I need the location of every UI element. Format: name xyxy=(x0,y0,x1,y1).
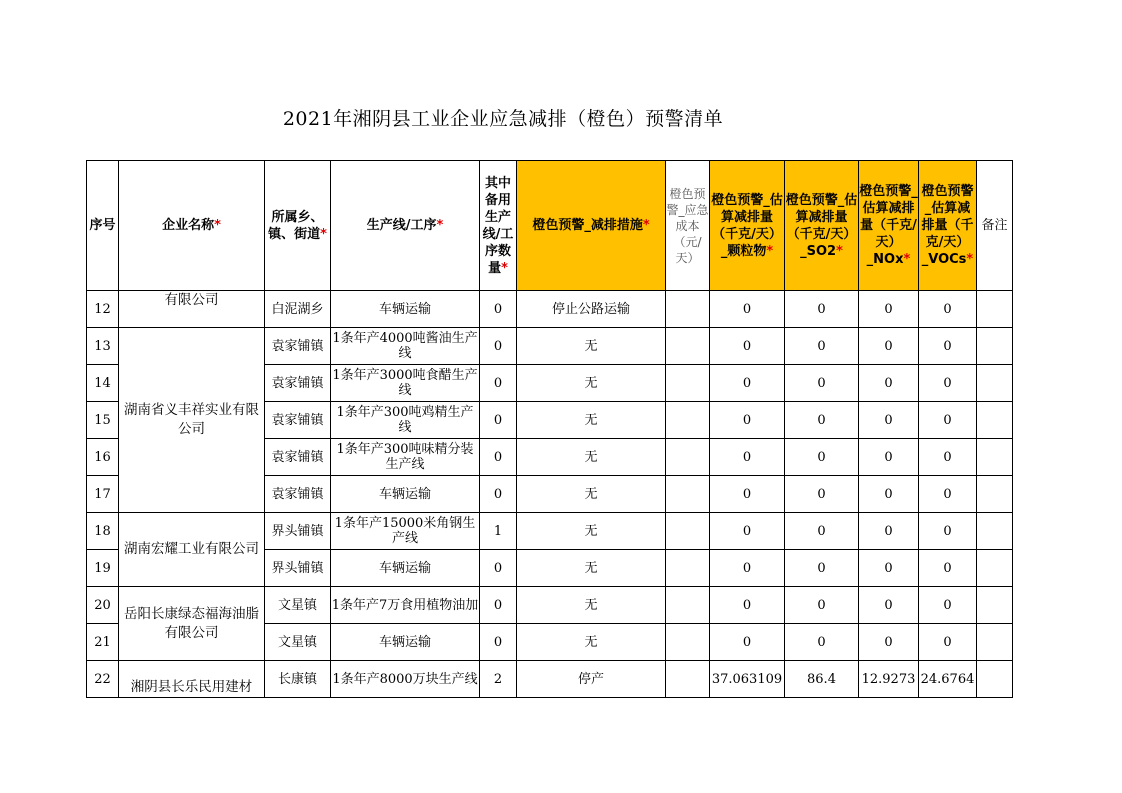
cell-so2: 0 xyxy=(785,291,859,328)
cell-count: 0 xyxy=(480,439,517,476)
cell-count: 0 xyxy=(480,328,517,365)
cell-note xyxy=(977,550,1013,587)
cell-cost xyxy=(666,661,710,698)
header-backup-count: 其中备用生产线/工序数量* xyxy=(480,161,517,291)
cell-so2: 0 xyxy=(785,587,859,624)
cell-vocs: 0 xyxy=(919,365,977,402)
header-vocs: 橙色预警_估算减排量（千克/天）_VOCs* xyxy=(919,161,977,291)
cell-cost xyxy=(666,550,710,587)
header-nox: 橙色预警_估算减排量（千克/天）_NOx* xyxy=(859,161,919,291)
cell-town: 文星镇 xyxy=(265,587,331,624)
cell-town: 界头铺镇 xyxy=(265,513,331,550)
cell-town: 袁家铺镇 xyxy=(265,402,331,439)
cell-line: 车辆运输 xyxy=(331,476,480,513)
cell-so2: 0 xyxy=(785,550,859,587)
cell-nox: 0 xyxy=(859,550,919,587)
cell-cost xyxy=(666,476,710,513)
cell-vocs: 0 xyxy=(919,328,977,365)
cell-measure: 无 xyxy=(517,328,666,365)
cell-seq: 20 xyxy=(87,587,119,624)
cell-company: 岳阳长康绿态福海油脂有限公司 xyxy=(119,587,265,661)
cell-cost xyxy=(666,513,710,550)
cell-pm: 0 xyxy=(710,365,785,402)
cell-seq: 21 xyxy=(87,624,119,661)
cell-so2: 86.4 xyxy=(785,661,859,698)
cell-cost xyxy=(666,365,710,402)
cell-count: 2 xyxy=(480,661,517,698)
cell-town: 袁家铺镇 xyxy=(265,328,331,365)
cell-seq: 14 xyxy=(87,365,119,402)
cell-seq: 17 xyxy=(87,476,119,513)
header-pm: 橙色预警_估算减排量（千克/天）_颗粒物* xyxy=(710,161,785,291)
cell-line: 1条年产3000吨食醋生产线 xyxy=(331,365,480,402)
cell-cost xyxy=(666,624,710,661)
cell-vocs: 0 xyxy=(919,513,977,550)
cell-town: 长康镇 xyxy=(265,661,331,698)
table-row xyxy=(87,513,1013,550)
table-row xyxy=(87,328,1013,365)
cell-vocs: 0 xyxy=(919,476,977,513)
cell-seq: 18 xyxy=(87,513,119,550)
cell-company: 湖南省义丰祥实业有限公司 xyxy=(119,328,265,513)
cell-measure: 无 xyxy=(517,365,666,402)
cell-nox: 0 xyxy=(859,291,919,328)
cell-cost xyxy=(666,587,710,624)
cell-measure: 停产 xyxy=(517,661,666,698)
cell-pm: 0 xyxy=(710,291,785,328)
emission-table xyxy=(86,160,1013,698)
cell-vocs: 0 xyxy=(919,624,977,661)
cell-count: 0 xyxy=(480,550,517,587)
cell-company: 有限公司 xyxy=(119,291,265,328)
cell-pm: 0 xyxy=(710,550,785,587)
cell-note xyxy=(977,624,1013,661)
cell-pm: 0 xyxy=(710,328,785,365)
cell-town: 袁家铺镇 xyxy=(265,365,331,402)
header-seq: 序号 xyxy=(87,161,119,291)
cell-line: 1条年产4000吨酱油生产线 xyxy=(331,328,480,365)
cell-nox: 0 xyxy=(859,365,919,402)
cell-note xyxy=(977,513,1013,550)
header-measures: 橙色预警_减排措施* xyxy=(517,161,666,291)
header-line: 生产线/工序* xyxy=(331,161,480,291)
cell-measure: 无 xyxy=(517,624,666,661)
cell-town: 白泥湖乡 xyxy=(265,291,331,328)
cell-cost xyxy=(666,439,710,476)
cell-count: 1 xyxy=(480,513,517,550)
cell-count: 0 xyxy=(480,476,517,513)
cell-vocs: 0 xyxy=(919,587,977,624)
cell-line: 1条年产7万食用植物油加 xyxy=(331,587,480,624)
cell-line: 车辆运输 xyxy=(331,550,480,587)
cell-nox: 0 xyxy=(859,439,919,476)
cell-vocs: 0 xyxy=(919,550,977,587)
cell-count: 0 xyxy=(480,587,517,624)
cell-nox: 0 xyxy=(859,587,919,624)
cell-note xyxy=(977,439,1013,476)
cell-company: 湘阴县长乐民用建材 xyxy=(119,661,265,698)
cell-seq: 13 xyxy=(87,328,119,365)
header-cost: 橙色预警_应急成本（元/天） xyxy=(666,161,710,291)
cell-seq: 15 xyxy=(87,402,119,439)
cell-town: 袁家铺镇 xyxy=(265,439,331,476)
header-note: 备注 xyxy=(977,161,1013,291)
cell-line: 车辆运输 xyxy=(331,291,480,328)
cell-line: 1条年产15000米角钢生产线 xyxy=(331,513,480,550)
cell-measure: 无 xyxy=(517,476,666,513)
cell-nox: 0 xyxy=(859,328,919,365)
cell-line: 1条年产300吨味精分装生产线 xyxy=(331,439,480,476)
cell-line: 1条年产8000万块生产线 xyxy=(331,661,480,698)
table-row xyxy=(87,661,1013,698)
cell-seq: 19 xyxy=(87,550,119,587)
cell-measure: 无 xyxy=(517,402,666,439)
cell-town: 文星镇 xyxy=(265,624,331,661)
cell-so2: 0 xyxy=(785,328,859,365)
cell-nox: 0 xyxy=(859,624,919,661)
cell-measure: 无 xyxy=(517,587,666,624)
cell-seq: 16 xyxy=(87,439,119,476)
page-title: 2021年湘阴县工业企业应急减排（橙色）预警清单 xyxy=(282,108,724,130)
cell-measure: 无 xyxy=(517,550,666,587)
cell-note xyxy=(977,587,1013,624)
cell-nox: 0 xyxy=(859,476,919,513)
cell-vocs: 0 xyxy=(919,402,977,439)
cell-count: 0 xyxy=(480,291,517,328)
cell-so2: 0 xyxy=(785,476,859,513)
cell-cost xyxy=(666,291,710,328)
cell-cost xyxy=(666,402,710,439)
cell-pm: 0 xyxy=(710,624,785,661)
cell-pm: 0 xyxy=(710,402,785,439)
cell-so2: 0 xyxy=(785,402,859,439)
cell-so2: 0 xyxy=(785,439,859,476)
cell-vocs: 0 xyxy=(919,439,977,476)
cell-vocs: 24.6764 xyxy=(919,661,977,698)
cell-seq: 22 xyxy=(87,661,119,698)
header-town: 所属乡、镇、街道* xyxy=(265,161,331,291)
cell-nox: 0 xyxy=(859,513,919,550)
header-row xyxy=(87,161,1013,291)
cell-measure: 无 xyxy=(517,439,666,476)
cell-count: 0 xyxy=(480,365,517,402)
header-company: 企业名称* xyxy=(119,161,265,291)
cell-note xyxy=(977,328,1013,365)
header-so2: 橙色预警_估算减排量（千克/天）_SO2* xyxy=(785,161,859,291)
cell-note xyxy=(977,661,1013,698)
cell-pm: 0 xyxy=(710,587,785,624)
cell-company: 湖南宏耀工业有限公司 xyxy=(119,513,265,587)
cell-pm: 0 xyxy=(710,439,785,476)
cell-note xyxy=(977,402,1013,439)
cell-so2: 0 xyxy=(785,513,859,550)
cell-line: 1条年产300吨鸡精生产线 xyxy=(331,402,480,439)
cell-pm: 37.063109 xyxy=(710,661,785,698)
cell-nox: 0 xyxy=(859,402,919,439)
cell-pm: 0 xyxy=(710,476,785,513)
cell-count: 0 xyxy=(480,624,517,661)
cell-seq: 12 xyxy=(87,291,119,328)
cell-town: 界头铺镇 xyxy=(265,550,331,587)
cell-so2: 0 xyxy=(785,624,859,661)
table-row xyxy=(87,291,1013,328)
cell-note xyxy=(977,476,1013,513)
cell-count: 0 xyxy=(480,402,517,439)
cell-line: 车辆运输 xyxy=(331,624,480,661)
cell-vocs: 0 xyxy=(919,291,977,328)
cell-nox: 12.9273 xyxy=(859,661,919,698)
cell-cost xyxy=(666,328,710,365)
cell-measure: 停止公路运输 xyxy=(517,291,666,328)
cell-so2: 0 xyxy=(785,365,859,402)
cell-town: 袁家铺镇 xyxy=(265,476,331,513)
table-row xyxy=(87,587,1013,624)
cell-measure: 无 xyxy=(517,513,666,550)
cell-note xyxy=(977,365,1013,402)
cell-pm: 0 xyxy=(710,513,785,550)
cell-note xyxy=(977,291,1013,328)
